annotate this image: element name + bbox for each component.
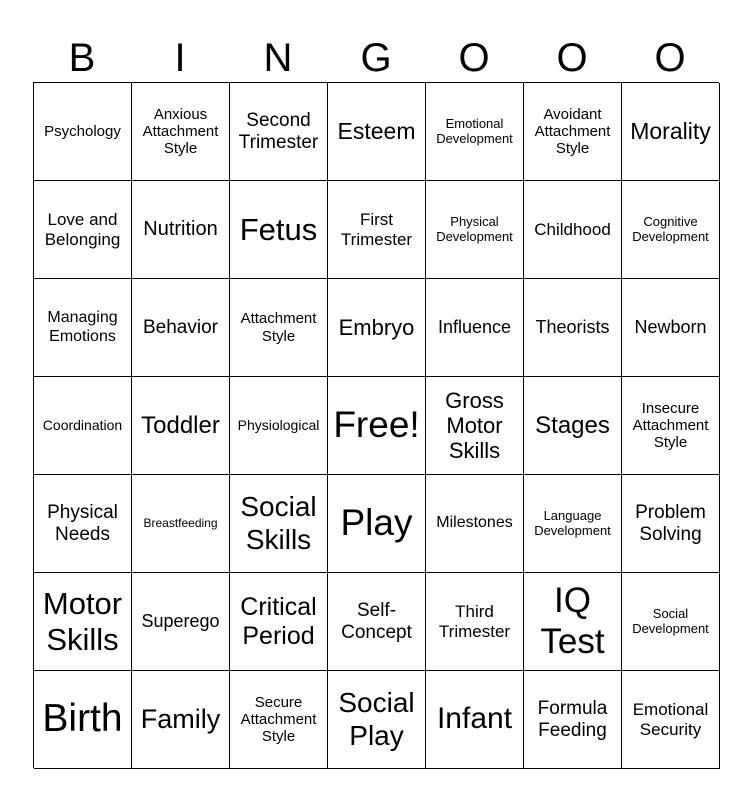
bingo-cell[interactable]	[426, 475, 524, 573]
bingo-cell[interactable]	[622, 377, 720, 475]
bingo-cell[interactable]	[426, 279, 524, 377]
bingo-grid	[33, 82, 719, 768]
bingo-cell[interactable]	[622, 475, 720, 573]
bingo-cell[interactable]	[34, 279, 132, 377]
bingo-cell[interactable]	[622, 83, 720, 181]
header-letter-7: O	[654, 36, 686, 80]
bingo-cell[interactable]	[230, 181, 328, 279]
bingo-cell[interactable]	[34, 377, 132, 475]
bingo-cell[interactable]	[132, 377, 230, 475]
bingo-cell-label: Breastfeeding	[143, 515, 218, 530]
bingo-cell[interactable]	[426, 573, 524, 671]
bingo-cell-label: Birth	[42, 697, 123, 741]
bingo-cell[interactable]	[622, 573, 720, 671]
bingo-cell[interactable]	[328, 671, 426, 769]
bingo-cell-label: Physical Development	[436, 213, 513, 244]
bingo-cell[interactable]	[426, 671, 524, 769]
bingo-cell-label: Motor Skills	[42, 585, 123, 657]
bingo-cell[interactable]	[34, 671, 132, 769]
bingo-cell-label: Physiological	[237, 417, 320, 434]
bingo-cell[interactable]	[230, 573, 328, 671]
bingo-cell-label: Social Play	[338, 687, 415, 751]
bingo-cell[interactable]	[34, 181, 132, 279]
bingo-cell[interactable]	[328, 377, 426, 475]
bingo-cell[interactable]	[524, 475, 622, 573]
bingo-cell[interactable]	[524, 83, 622, 181]
bingo-cell-label: Second Trimester	[238, 109, 319, 153]
bingo-cell-label: Self-Concept	[341, 599, 412, 643]
bingo-cell[interactable]	[34, 573, 132, 671]
bingo-cell-label: IQ Test	[540, 581, 605, 661]
bingo-cell-label: Formula Feeding	[537, 697, 608, 741]
bingo-cell[interactable]	[524, 279, 622, 377]
bingo-cell[interactable]	[426, 377, 524, 475]
bingo-cell-label: Third Trimester	[438, 601, 511, 641]
bingo-cell-label: Coordination	[42, 417, 123, 434]
bingo-cell-label: Play	[340, 502, 413, 544]
bingo-cell[interactable]	[622, 671, 720, 769]
bingo-cell[interactable]	[328, 181, 426, 279]
header-letter-6: O	[556, 36, 588, 80]
bingo-cell-label: Cognitive Development	[632, 213, 709, 244]
bingo-cell-label: Love and Belonging	[44, 209, 121, 249]
bingo-cell[interactable]	[230, 83, 328, 181]
bingo-cell[interactable]	[230, 671, 328, 769]
bingo-cell-label: Insecure Attachment Style	[632, 399, 709, 452]
bingo-cell[interactable]	[328, 475, 426, 573]
bingo-cell-label: First Trimester	[340, 209, 413, 249]
bingo-cell-label: Social Skills	[240, 491, 317, 555]
bingo-cell[interactable]	[524, 181, 622, 279]
bingo-cell[interactable]	[328, 83, 426, 181]
bingo-cell[interactable]	[426, 181, 524, 279]
bingo-cell-label: Avoidant Attachment Style	[534, 105, 611, 158]
bingo-cell-label: Childhood	[534, 219, 611, 239]
bingo-cell[interactable]	[34, 83, 132, 181]
bingo-cell[interactable]	[132, 475, 230, 573]
bingo-cell-label: Anxious Attachment Style	[142, 105, 219, 158]
bingo-cell[interactable]	[426, 83, 524, 181]
header-letter-3: N	[263, 36, 293, 80]
bingo-cell-label: Social Development	[632, 605, 709, 636]
bingo-cell-label: Critical Period	[240, 592, 317, 650]
header-letter-5: O	[458, 36, 490, 80]
bingo-cell-label: Emotional Security	[632, 699, 709, 739]
header-letter-2: I	[174, 36, 186, 80]
bingo-cell-label: Secure Attachment Style	[240, 693, 317, 746]
bingo-cell[interactable]	[230, 377, 328, 475]
bingo-cell-label: Embryo	[338, 314, 415, 340]
bingo-cell[interactable]	[524, 671, 622, 769]
bingo-cell[interactable]	[524, 573, 622, 671]
bingo-cell[interactable]	[132, 279, 230, 377]
bingo-cell-label: Toddler	[141, 411, 220, 439]
bingo-cell[interactable]	[328, 279, 426, 377]
bingo-cell[interactable]	[622, 181, 720, 279]
bingo-cell[interactable]	[230, 475, 328, 573]
bingo-cell[interactable]	[524, 377, 622, 475]
bingo-cell-label: Morality	[630, 118, 711, 145]
bingo-cell-label: Language Development	[534, 507, 611, 538]
bingo-cell-label: Esteem	[337, 118, 416, 145]
bingo-cell-label: Free!	[333, 404, 420, 446]
bingo-cell-label: Gross Motor Skills	[445, 387, 504, 464]
bingo-cell[interactable]	[622, 279, 720, 377]
bingo-cell-label: Physical Needs	[47, 501, 118, 545]
bingo-cell-label: Behavior	[143, 316, 218, 338]
bingo-cell-label: Milestones	[436, 514, 513, 532]
bingo-cell-label: Nutrition	[143, 218, 218, 240]
bingo-cell-label: Superego	[141, 611, 220, 632]
bingo-cell[interactable]	[230, 279, 328, 377]
bingo-cell-label: Influence	[437, 317, 512, 338]
bingo-cell[interactable]	[132, 573, 230, 671]
bingo-header	[33, 34, 719, 82]
bingo-cell[interactable]	[132, 671, 230, 769]
header-letter-4: G	[360, 36, 392, 80]
bingo-cell-label: Managing Emotions	[47, 309, 118, 345]
bingo-cell[interactable]	[132, 83, 230, 181]
bingo-cell-label: Fetus	[239, 211, 318, 247]
bingo-cell[interactable]	[34, 475, 132, 573]
bingo-cell-label: Newborn	[634, 317, 707, 338]
header-letter-1: B	[68, 36, 96, 80]
bingo-cell-label: Theorists	[535, 317, 610, 338]
bingo-cell-label: Emotional Development	[436, 115, 513, 146]
bingo-cell[interactable]	[328, 573, 426, 671]
bingo-cell-label: Psychology	[44, 122, 121, 140]
bingo-cell[interactable]	[132, 181, 230, 279]
bingo-cell-label: Problem Solving	[635, 501, 706, 545]
bingo-cell-label: Infant	[436, 702, 513, 736]
bingo-cell-label: Family	[140, 703, 221, 734]
bingo-cell-label: Attachment Style	[240, 310, 317, 345]
bingo-cell-label: Stages	[535, 411, 610, 439]
